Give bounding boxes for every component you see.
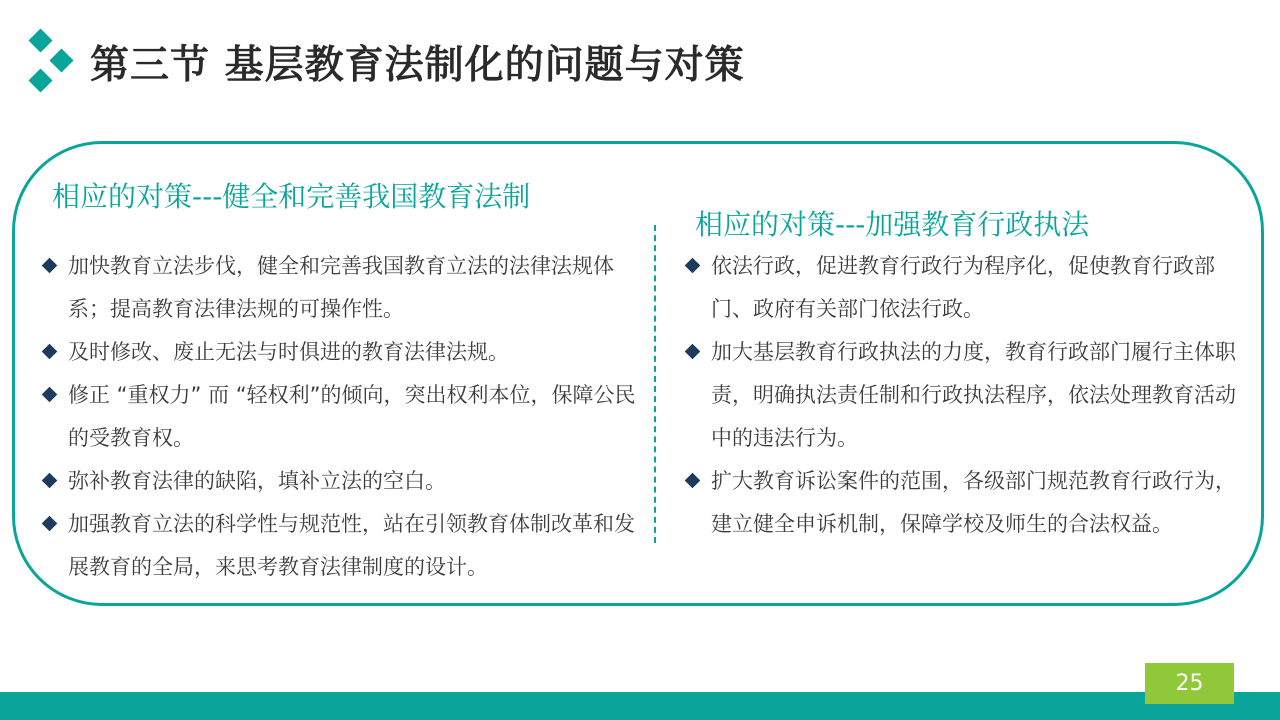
left-bullet-list <box>40 245 642 589</box>
footer-bar <box>0 692 1280 720</box>
diamond-bullet-icon <box>685 473 701 489</box>
list-item-text: 修正 “重权力” 而 “轻权利”的倾向，突出权利本位，保障公民的受教育权。 <box>68 383 636 450</box>
list-item-text: 及时修改、废止无法与时俱进的教育法律法规。 <box>68 340 509 364</box>
diamond-cluster-icon <box>26 30 76 90</box>
list-item <box>40 503 642 589</box>
slide-title: 第三节 基层教育法制化的问题与对策 <box>90 43 745 88</box>
list-item-text: 加大基层教育行政执法的力度，教育行政部门履行主体职责，明确执法责任制和行政执法程序，依法处理教育活动中的违法行为。 <box>711 340 1236 450</box>
list-item <box>40 331 642 374</box>
list-item <box>683 460 1245 546</box>
list-item-text: 加强教育立法的科学性与规范性，站在引领教育体制改革和发展教育的全局，来思考教育法律制度的设计。 <box>68 512 635 579</box>
list-item <box>683 245 1245 331</box>
list-item <box>40 245 642 331</box>
diamond-bullet-icon <box>42 387 58 403</box>
right-bullet-list <box>683 245 1245 546</box>
diamond-bullet-icon <box>42 473 58 489</box>
right-column-heading: 相应的对策---加强教育行政执法 <box>695 208 1090 241</box>
diamond-bullet-icon <box>42 344 58 360</box>
page-number-badge: 25 <box>1145 663 1234 704</box>
list-item-text: 依法行政，促进教育行政行为程序化，促使教育行政部门、政府有关部门依法行政。 <box>711 254 1215 321</box>
diamond-bullet-icon <box>685 258 701 274</box>
diamond-bullet-icon <box>42 516 58 532</box>
list-item <box>683 331 1245 460</box>
column-divider <box>654 225 656 543</box>
list-item <box>40 374 642 460</box>
list-item-text: 扩大教育诉讼案件的范围，各级部门规范教育行政行为，建立健全申诉机制，保障学校及师生的合法权益。 <box>711 469 1236 536</box>
diamond-bullet-icon <box>685 344 701 360</box>
list-item-text: 弥补教育法律的缺陷，填补立法的空白。 <box>68 469 446 493</box>
left-column-heading: 相应的对策---健全和完善我国教育法制 <box>52 180 531 213</box>
list-item <box>40 460 642 503</box>
diamond-bullet-icon <box>42 258 58 274</box>
list-item-text: 加快教育立法步伐，健全和完善我国教育立法的法律法规体系；提高教育法律法规的可操作性。 <box>68 254 614 321</box>
